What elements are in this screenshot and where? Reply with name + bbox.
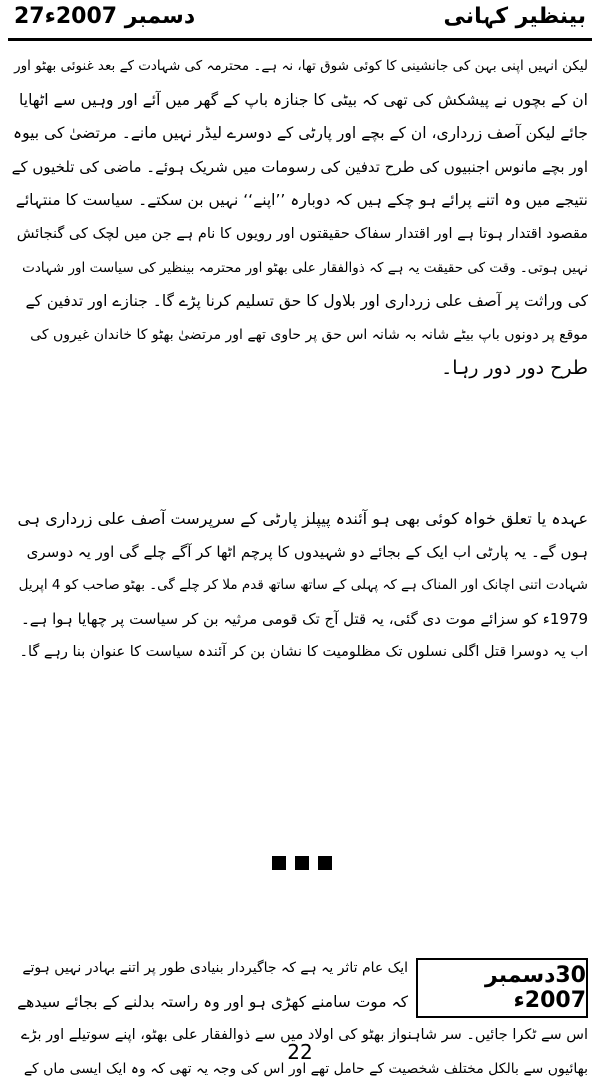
page-header [8, 0, 592, 40]
text-line: کہ موت سامنے کھڑی ہو اور وہ راستہ بدلنے کے بجائے سیدھے [17, 992, 408, 1011]
text-line: اب یہ دوسرا قتل اگلی نسلوں تک مظلومیت کا نشان بن کر آئندہ سیاست کا عنوان بنا رہے گا۔ [19, 644, 588, 661]
text-line: اور بچے مانوس اجنبیوں کی طرح تدفین کی رسومات میں شریک ہوئے۔ ماضی کی تلخیوں کے [12, 157, 588, 176]
text-line: شہادت اتنی اچانک اور المناک ہے کہ پہلی کے ساتھ ساتھ قدم ملا کر چلے گی۔ بھٹو صاحب کو 4 اپریل [18, 577, 588, 594]
page-number: 22 [287, 1040, 313, 1064]
text-line: ایک عام تاثر یہ ہے کہ جاگیردار بنیادی طور پر اتنے بہادر نہیں ہوتے [22, 960, 408, 976]
running-title: بینظیر کہانی [443, 4, 586, 29]
header-date: 27دسمبر 2007ء [14, 4, 196, 29]
text-line: لیکن انہیں اپنی بہن کی جانشینی کا کوئی شوق تھا، نہ ہے۔ محترمہ کی شہادت کے بعد غنوئی بھٹو اور [14, 58, 588, 74]
text-line: ان کے بچوں نے پیشکش کی تھی کہ بیٹی کا جنازہ باپ کے گھر میں آئے اور وہیں سے اٹھایا [19, 90, 588, 109]
paragraph-1 [12, 50, 588, 386]
section-separator [272, 856, 332, 870]
header-rule [8, 38, 592, 41]
separator-square [272, 856, 286, 870]
separator-square [295, 856, 309, 870]
text-line: ہوں گے۔ یہ پارٹی اب ایک کے بجائے دو شہیدوں کا پرچم اٹھا کر آگے چلے گی اور یہ دوسری [26, 542, 588, 561]
text-line: کی وراثت پر آصف علی زرداری اور بلاول کا حق تسلیم کرنا پڑے گا۔ جنازے اور تدفین کے [25, 292, 588, 311]
entry-date-box: 30دسمبر 2007ء [416, 958, 588, 1018]
text-line: طرح دور دور رہا۔ [441, 357, 588, 380]
text-line: بھائیوں سے بالکل مختلف شخصیت کے حامل تھے اور اس کی وجہ یہ تھی کہ وہ ایک ایسی ماں کے [23, 1060, 588, 1077]
text-line: نہیں ہوتی۔ وقت کی حقیقت یہ ہے کہ ذوالفقار علی بھٹو اور محترمہ بینظیر کی سیاست اور شہادت [22, 259, 588, 276]
text-line: 1979ء کو سزائے موت دی گئی، یہ قتل آج تک قومی مرثیہ بن کر سیاست پر چھایا ہوا ہے۔ [21, 609, 588, 628]
text-line: عہدہ یا تعلق خواہ کوئی بھی ہو آئندہ پیپلز پارٹی کے سرپرست آصف علی زرداری ہی [17, 509, 588, 528]
text-line: موقع پر دونوں باپ بیٹے شانہ بہ شانہ اس حق پر حاوی تھے اور مرتضیٰ بھٹو کا خاندان غیروں کی [30, 326, 588, 343]
text-line: جائے لیکن آصف زرداری، ان کے بچے اور پارٹی کے دوسرے لیڈر نہیں مانے۔ مرتضیٰ کی بیوہ [13, 124, 588, 143]
text-line: مقصود اقتدار ہوتا ہے اور اقتدار سفاک حقیقتوں اور رویوں کا نام ہے جن میں لچک کی گنجائش [16, 225, 588, 242]
separator-square [318, 856, 332, 870]
text-line: اس سے ٹکرا جائیں۔ سر شاہنواز بھٹو کی اولاد میں سے ذوالفقار علی بھٹو، اپنے سوتیلے اور بڑے [20, 1027, 588, 1044]
wrapped-text [12, 952, 408, 1019]
text-line: نتیجے میں وہ اتنے پرائے ہو چکے ہیں کہ دوبارہ ’’اپنے‘‘ نہیں بن سکتے۔ سیاست کا منتہائے [15, 191, 588, 210]
paragraph-2 [12, 502, 588, 670]
